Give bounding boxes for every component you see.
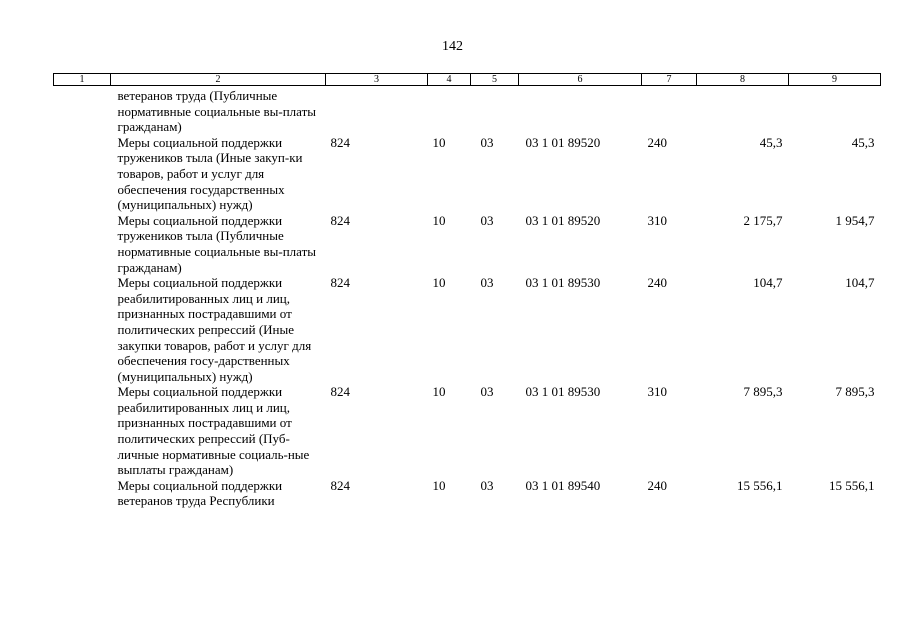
item-name: Меры социальной поддержки реабилитированных лиц и лиц, признанных пострадавшими от политических репрессий (Иные закупки товаров, работ и услуг для обеспечения госу-дарственных (муниципальных) нужд)	[117, 275, 312, 384]
amount-col8	[697, 86, 789, 135]
section-code: 10	[432, 384, 446, 400]
table-row	[54, 478, 881, 509]
header-cell-8: 8	[697, 74, 789, 86]
header-cell-7: 7	[642, 74, 697, 86]
subsection-code: 03	[480, 384, 494, 400]
subsection-code: 03	[480, 134, 494, 150]
row-number-cell	[54, 213, 111, 275]
amount-col8: 45,3	[759, 134, 783, 150]
row-number-cell	[54, 275, 111, 384]
item-name: Меры социальной поддержки реабилитированных лиц и лиц, признанных пострадавшими от политических репрессий (Пуб-личные нормативные социаль-ные выплаты гражданам)	[117, 384, 310, 478]
section-code: 10	[432, 134, 446, 150]
header-cell-2: 2	[111, 74, 326, 86]
amount-col9: 15 556,1	[829, 477, 875, 493]
header-cell-9: 9	[789, 74, 881, 86]
amount-col9: 45,3	[851, 134, 875, 150]
ministry-code	[326, 86, 428, 135]
header-cell-3: 3	[326, 74, 428, 86]
ministry-code: 824	[330, 384, 350, 400]
row-number-cell	[54, 135, 111, 213]
amount-col8: 104,7	[753, 275, 783, 291]
expense-type-code: 240	[647, 477, 667, 493]
target-article-code: 03 1 01 89530	[525, 384, 601, 400]
amount-col9	[789, 86, 881, 135]
item-name: Меры социальной поддержки тружеников тыла (Публичные нормативные социальные вы-платы гражданам)	[117, 212, 317, 275]
table-row	[54, 86, 881, 135]
budget-table	[53, 73, 881, 509]
row-number-cell	[54, 384, 111, 478]
amount-col8: 2 175,7	[743, 212, 783, 228]
section-code: 10	[432, 477, 446, 493]
subsection-code: 03	[480, 477, 494, 493]
expense-type-code: 240	[647, 275, 667, 291]
target-article-code: 03 1 01 89540	[525, 477, 601, 493]
expense-type-code	[642, 86, 697, 135]
ministry-code: 824	[330, 212, 350, 228]
amount-col9: 104,7	[845, 275, 875, 291]
target-article-code	[519, 86, 642, 135]
item-name: Меры социальной поддержки ветеранов труда Республики	[117, 477, 283, 509]
table-row	[54, 384, 881, 478]
amount-col9: 7 895,3	[835, 384, 875, 400]
expense-type-code: 310	[647, 212, 667, 228]
page-number: 142	[442, 39, 463, 54]
expense-type-code: 240	[647, 134, 667, 150]
ministry-code: 824	[330, 134, 350, 150]
section-code	[428, 86, 471, 135]
target-article-code: 03 1 01 89520	[525, 212, 601, 228]
header-cell-6: 6	[519, 74, 642, 86]
section-code: 10	[432, 275, 446, 291]
section-code: 10	[432, 212, 446, 228]
amount-col8: 15 556,1	[737, 477, 783, 493]
item-name: Меры социальной поддержки тружеников тыла (Иные закуп-ки товаров, работ и услуг для обеспечения государственных (муниципальных) нужд)	[117, 134, 303, 213]
row-number-cell	[54, 478, 111, 509]
amount-col9: 1 954,7	[835, 212, 875, 228]
item-name: ветеранов труда (Публичные нормативные социальные вы-платы гражданам)	[117, 88, 317, 135]
ministry-code: 824	[330, 477, 350, 493]
header-cell-1: 1	[54, 74, 111, 86]
table-row	[54, 135, 881, 213]
row-number-cell	[54, 86, 111, 135]
table-row	[54, 213, 881, 275]
subsection-code	[471, 86, 519, 135]
ministry-code: 824	[330, 275, 350, 291]
target-article-code: 03 1 01 89530	[525, 275, 601, 291]
subsection-code: 03	[480, 275, 494, 291]
expense-type-code: 310	[647, 384, 667, 400]
header-cell-4: 4	[428, 74, 471, 86]
amount-col8: 7 895,3	[743, 384, 783, 400]
target-article-code: 03 1 01 89520	[525, 134, 601, 150]
table-header-row	[54, 74, 881, 86]
header-cell-5: 5	[471, 74, 519, 86]
subsection-code: 03	[480, 212, 494, 228]
table-row	[54, 275, 881, 384]
